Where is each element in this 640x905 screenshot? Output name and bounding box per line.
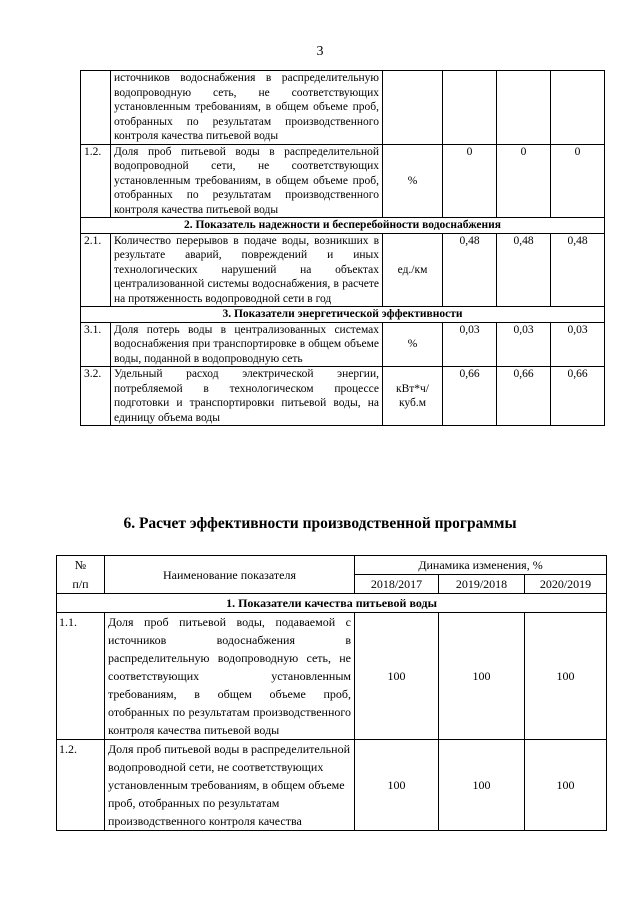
num-header: № bbox=[57, 556, 105, 575]
table-header-row bbox=[57, 556, 607, 575]
table-row bbox=[57, 613, 607, 740]
value-cell: 0 bbox=[443, 144, 497, 218]
row-number: 2.1. bbox=[81, 233, 111, 307]
value-cell: 0,48 bbox=[443, 233, 497, 307]
section-6-title: 6. Расчет эффективности производственной программы bbox=[123, 515, 517, 532]
indicator-name: источников водоснабжения в распределительную водопроводную сеть, не соответствующих установленным требованиям, в общем объеме проб, отобранных по результатам производственного контроля качества питьевой воды bbox=[111, 71, 383, 145]
table-row bbox=[81, 144, 605, 218]
row-number: 1.2. bbox=[57, 740, 105, 831]
value-cell: 0,66 bbox=[443, 367, 497, 426]
value-cell: 0,03 bbox=[497, 322, 551, 367]
table-row bbox=[81, 233, 605, 307]
value-cell: 0,48 bbox=[497, 233, 551, 307]
value-cell: 0 bbox=[551, 144, 605, 218]
table-row bbox=[81, 71, 605, 145]
indicator-name: Доля проб питьевой воды в распределительной водопроводной сети, не соответствующих установленным требованиям, в общем объеме проб, отобранных по результатам производственного контроля качества bbox=[105, 740, 355, 831]
unit-cell bbox=[383, 71, 443, 145]
unit-cell: ед./км bbox=[383, 233, 443, 307]
value-cell: 100 bbox=[439, 613, 525, 740]
row-number: 1.2. bbox=[81, 144, 111, 218]
year-header: 2018/2017 bbox=[355, 575, 439, 594]
section-heading: 2. Показатель надежности и бесперебойности водоснабжения bbox=[81, 218, 605, 234]
value-cell: 100 bbox=[439, 740, 525, 831]
efficiency-table bbox=[56, 555, 607, 831]
value-cell bbox=[497, 71, 551, 145]
value-cell: 0 bbox=[497, 144, 551, 218]
section-row bbox=[81, 307, 605, 323]
value-cell: 0,66 bbox=[497, 367, 551, 426]
indicators-table-continued bbox=[80, 70, 605, 426]
value-cell bbox=[443, 71, 497, 145]
value-cell: 0,48 bbox=[551, 233, 605, 307]
dynamics-header: Динамика изменения, % bbox=[355, 556, 607, 575]
value-cell: 0,03 bbox=[443, 322, 497, 367]
year-header: 2020/2019 bbox=[525, 575, 607, 594]
table-row bbox=[57, 740, 607, 831]
value-cell: 0,03 bbox=[551, 322, 605, 367]
unit-cell: % bbox=[383, 144, 443, 218]
indicator-name: Удельный расход электрической энергии, потребляемой в технологическом процессе подготовки и транспортировки питьевой воды, на единицу объема воды bbox=[111, 367, 383, 426]
indicator-name: Доля потерь воды в централизованных системах водоснабжения при транспортировке в общем объеме воды, поданной в водопроводную сеть bbox=[111, 322, 383, 367]
row-number: 3.2. bbox=[81, 367, 111, 426]
row-number bbox=[81, 71, 111, 145]
page-number: 3 bbox=[316, 44, 324, 59]
table-row bbox=[81, 322, 605, 367]
value-cell: 0,66 bbox=[551, 367, 605, 426]
year-header: 2019/2018 bbox=[439, 575, 525, 594]
indicator-name: Доля проб питьевой воды в распределительной водопроводной сети, не соответствующих установленным требованиям, в общем объеме проб, отобранных по результатам производственного контроля качества питьевой воды bbox=[111, 144, 383, 218]
section-row bbox=[81, 218, 605, 234]
row-number: 3.1. bbox=[81, 322, 111, 367]
value-cell: 100 bbox=[355, 740, 439, 831]
value-cell: 100 bbox=[525, 740, 607, 831]
value-cell: 100 bbox=[355, 613, 439, 740]
name-header: Наименование показателя bbox=[105, 556, 355, 594]
section-heading: 1. Показатели качества питьевой воды bbox=[57, 594, 607, 613]
unit-cell: % bbox=[383, 322, 443, 367]
section-heading: 3. Показатели энергетической эффективности bbox=[81, 307, 605, 323]
row-number: 1.1. bbox=[57, 613, 105, 740]
value-cell: 100 bbox=[525, 613, 607, 740]
indicator-name: Количество перерывов в подаче воды, возникших в результате аварий, повреждений и иных технологических нарушений на объектах централизованной системы водоснабжения, в расчете на протяженность водопроводной сети в год bbox=[111, 233, 383, 307]
value-cell bbox=[551, 71, 605, 145]
section-row bbox=[57, 594, 607, 613]
unit-cell: кВт*ч/куб.м bbox=[383, 367, 443, 426]
indicator-name: Доля проб питьевой воды, подаваемой с источников водоснабжения в распределительную водопроводную сеть, не соответствующих установленным требованиям, в общем объеме проб, отобранных по результатам производственного контроля качества питьевой воды bbox=[105, 613, 355, 740]
table-row bbox=[81, 367, 605, 426]
num-header-bottom: п/п bbox=[57, 575, 105, 594]
